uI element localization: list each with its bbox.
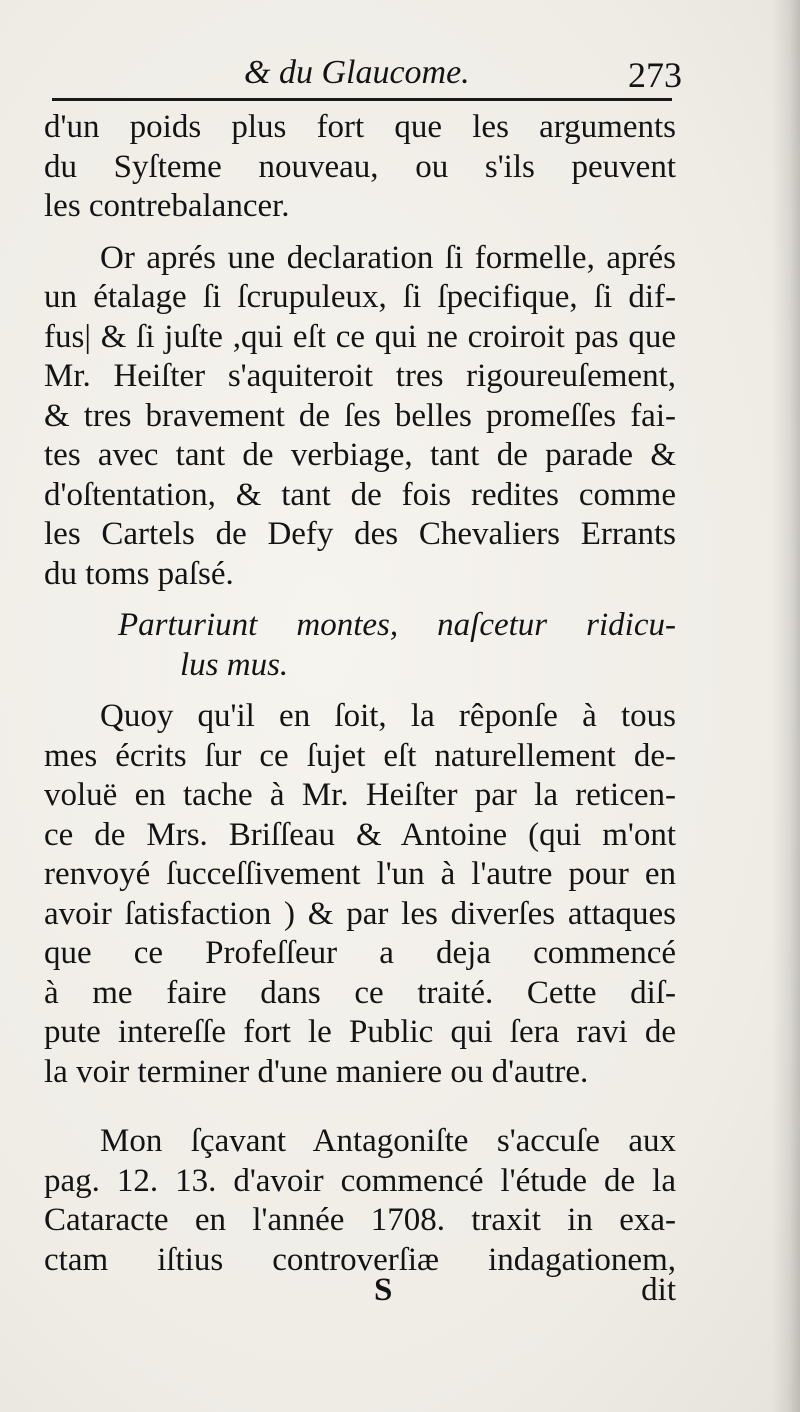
page-header	[44, 52, 682, 98]
text-line: Mon ſçavant Antagoniſte s'accuſe aux	[100, 1123, 676, 1159]
paragraph-1	[44, 108, 676, 227]
text-line: avoir ſatisfaction ) & par les diverſes attaques	[44, 895, 676, 932]
body-text	[44, 108, 676, 1280]
text-line: Or aprés une declaration ſi formelle, aprés	[100, 239, 676, 276]
text-line: pute intereſſe fort le Public qui ſera ravi de	[44, 1014, 676, 1050]
text-line: Cataracte en l'année 1708. traxit in exa-	[44, 1202, 676, 1238]
catchword: dit	[641, 1272, 676, 1308]
text-line: ctam iſtius controverſiæ indagationem,	[44, 1241, 676, 1278]
page-number: 273	[628, 55, 682, 95]
page-gutter-shadow	[772, 0, 800, 1412]
text-line: les Cartels de Defy des Chevaliers Errants	[44, 516, 676, 552]
text-line: Mr. Heiſter s'aquiteroit tres rigoureuſement,	[44, 358, 676, 394]
text-line: tes avec tant de verbiage, tant de parade &	[44, 437, 676, 473]
paragraph-3	[44, 697, 676, 1092]
page-footer	[44, 1272, 676, 1312]
text-line: Quoy qu'il en ſoit, la rêponſe à tous	[100, 698, 676, 734]
latin-quotation	[44, 606, 676, 685]
text-line: du toms paſsé.	[44, 555, 234, 592]
text-line: du Syſteme nouveau, ou s'ils peuvent	[44, 148, 676, 185]
text-line: à me faire dans ce traité. Cette diſ-	[44, 974, 676, 1011]
text-line: pag. 12. 13. d'avoir commencé l'étude de la	[44, 1162, 676, 1199]
text-line: que ce Profeſſeur a deja commencé	[44, 935, 676, 971]
text-line: ce de Mrs. Briſſeau & Antoine (qui m'ont	[44, 816, 676, 853]
text-line: les contrebalancer.	[44, 188, 290, 224]
text-line: mes écrits ſur ce ſujet eſt naturellement de-	[44, 737, 676, 774]
text-line: fus| & ſi juſte ,qui eſt ce qui ne croiroit pas que	[44, 318, 676, 355]
text-line: d'oſtentation, & tant de fois redites comme	[44, 476, 676, 513]
paragraph-2	[44, 239, 676, 595]
text-line: un étalage ſi ſcrupuleux, ſi ſpecifique, ſi dif-	[44, 279, 676, 315]
quotation-line: lus mus.	[180, 646, 289, 683]
header-rule	[52, 98, 672, 101]
text-line: voluë en tache à Mr. Heiſter par la reticen-	[44, 777, 676, 813]
running-title: & du Glaucome.	[244, 54, 470, 91]
text-line: & tres bravement de ſes belles promeſſes fai-	[44, 397, 676, 434]
text-line: la voir terminer d'une maniere ou d'autre.	[44, 1053, 589, 1090]
text-line: d'un poids plus fort que les arguments	[44, 109, 676, 145]
quotation-line: Parturiunt montes, naſcetur ridicu-	[118, 607, 676, 643]
text-line: renvoyé ſucceſſivement l'un à l'autre pour en	[44, 856, 676, 892]
signature-mark: S	[374, 1272, 393, 1308]
paragraph-4	[44, 1122, 676, 1280]
